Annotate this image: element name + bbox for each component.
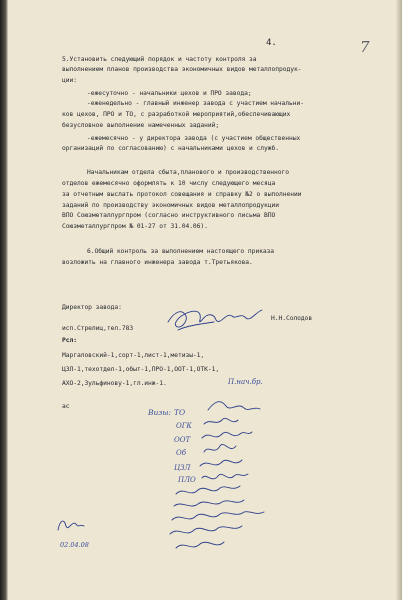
corner-initials [58, 521, 84, 530]
distribution-line: ЦЗЛ-1,техотдел-1,обыт-1,ПРО-1,ООТ-1,ОТК-1, [62, 366, 220, 373]
paragraph-line: за отчетным выслать протокол совещания и справку №2 о выполнении [62, 191, 302, 198]
distribution-label: Рсл: [62, 337, 77, 344]
director-name: Н.Н.Солодов [271, 315, 313, 322]
section-5-line: -ежесуточно - начальники цехов и ПРО завода; [87, 90, 252, 97]
visa-signature [176, 486, 240, 494]
section-5-line: организаций по согласованию) с начальниками цехов и служб. [62, 145, 279, 152]
corner-mark: 7 [360, 38, 370, 56]
visa-signature [202, 474, 248, 479]
paragraph-line: заданий по производству экономичных видов металлопродукции [62, 202, 279, 209]
initials: ас [62, 403, 70, 410]
director-signature [168, 310, 262, 327]
visa-entry: ЦЗЛ [174, 464, 191, 472]
distribution-line: АХО-2,Зульфинову-1,гл.инж-1. [62, 380, 167, 387]
visa-signature [170, 526, 242, 534]
visa-signature [204, 444, 236, 452]
visa-signature [204, 418, 238, 424]
section-5-line: -ежемесячно - у директора завода (с участием общественных [87, 135, 301, 142]
visa-entry: ТО [174, 408, 186, 417]
visa-signature [176, 542, 224, 548]
section-5-line: -еженедельно - главный инженер завода с участием начальни- [87, 100, 304, 107]
visa-label: Визы: [148, 408, 172, 417]
section-5-line: выполнением планов производства экономичных видов металлопродук- [62, 66, 302, 73]
visa-entry: ООТ [174, 436, 191, 444]
stamp-date: 02.04.08 [60, 541, 89, 549]
section-5-line: 5.Установить следующий порядок и частоту контроля за [62, 56, 257, 63]
paragraph-line: ВПО Союзметаллургпром (согласно инструктивного письма ВПО [62, 212, 276, 219]
section-5-line: ции: [62, 77, 77, 84]
visa-signature [174, 500, 244, 506]
visa-signature [200, 460, 242, 466]
handwritten-addendum: П.нач.бр. [228, 378, 263, 386]
visa-signature [202, 432, 252, 438]
distribution-line: Маргаловский-1,сорт-1,лист-1,метизы-1, [62, 352, 205, 359]
visa-entry: ОГК [176, 422, 192, 430]
section-5-line: ков цехов, ПРО и ТО, с разработкой мероприятий,обеспечивающих [62, 111, 291, 118]
section-6-line: 6.Общий контроль за выполнением настоящего приказа [87, 248, 275, 255]
director-label: Директор завода: [62, 304, 122, 311]
visa-signature [172, 512, 264, 520]
visa-entry: ПЛО [178, 476, 196, 484]
section-6-line: возложить на главного инженера завода т.Третьякова. [62, 259, 253, 266]
page-number: 4. [266, 38, 277, 48]
section-5-line: безусловное выполнение намеченных заданий; [62, 122, 220, 129]
paragraph-line: Начальникам отдела сбыта,планового и производственного [87, 169, 290, 176]
paragraph-line: Союзметаллургпром № 01-27 от 31.04.06). [62, 223, 208, 230]
executor-line: исп.Стрелиц,тел.783 [62, 325, 134, 332]
paragraph-line: отделов ежемесячно оформлять к 10 числу следующего месяца [62, 180, 276, 187]
visa-signature [208, 402, 260, 410]
visa-entry: Об [176, 449, 187, 457]
